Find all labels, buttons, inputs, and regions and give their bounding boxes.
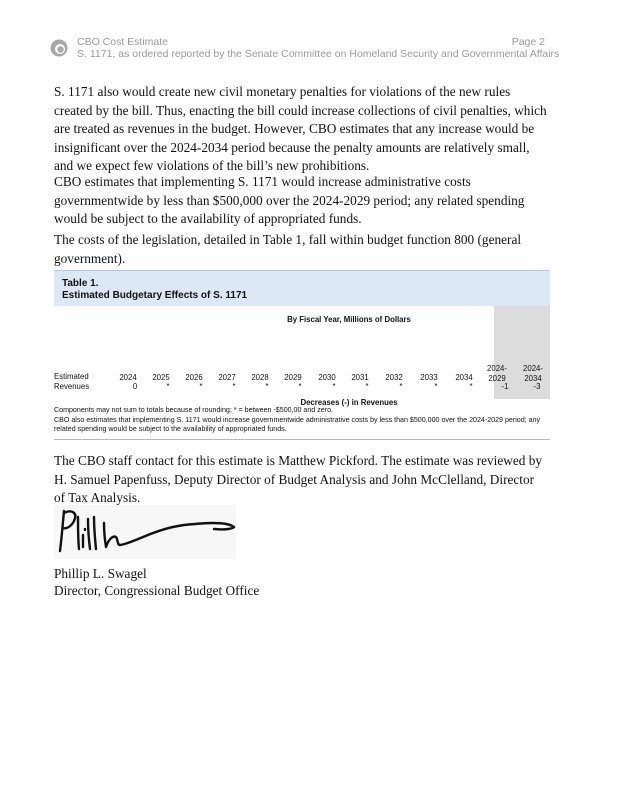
page-number: Page 2: [511, 36, 545, 48]
section-header: Decreases (-) in Revenues: [300, 398, 398, 407]
table-cell: *: [399, 382, 403, 391]
table-cell: *: [365, 382, 369, 391]
signatory-name: Phillip L. Swagel: [54, 566, 147, 581]
paragraph-budget-function: The costs of the legislation, detailed in Table 1, fall within budget function 800 (general government).: [54, 232, 522, 266]
year-header: 2029: [284, 373, 302, 382]
table-cell: *: [166, 382, 170, 391]
table-note: Components may not sum to totals because of rounding; * = between -$500,00 and zero.: [54, 406, 333, 414]
year-header: 2034: [455, 373, 473, 382]
table-cell: *: [265, 382, 269, 391]
year-header: 2025: [152, 373, 170, 382]
paragraph-penalties: S. 1171 also would create new civil monetary penalties for violations of the new rules created by the bill. Thus, enacting the bill could increase collections of civil penalties, which are treated as revenues in the budget. However, CBO estimates that any increase would be insignificant over the 2024-2034 period because the penalty amounts are relatively small, and we expect few violations of the bill’s new prohibitions.: [54, 84, 547, 174]
cbo-logo-icon: [50, 39, 68, 57]
table-cell: *: [434, 382, 438, 391]
header-title: CBO Cost Estimate: [77, 36, 169, 48]
year-header: 2033: [420, 373, 438, 382]
table-cell: 0: [132, 382, 138, 391]
year-header: 2027: [218, 373, 236, 382]
paragraph-admin-costs: CBO estimates that implementing S. 1171 would increase administrative costs governmentwide by less than $500,000 over the 2024-2029 period; any related spending would be subject to the availability of appropriated funds.: [54, 174, 525, 227]
signature-image: [54, 505, 236, 559]
year-header: 2024: [119, 373, 137, 382]
row-label: Estimated Revenues: [54, 372, 90, 391]
page-header: [50, 36, 560, 62]
table-cell: *: [332, 382, 336, 391]
budget-table: [54, 270, 550, 434]
table-header: [54, 270, 550, 306]
year-header: 2028: [251, 373, 269, 382]
header-subtitle: S. 1171, as ordered reported by the Senate Committee on Homeland Security and Governmental Affairs: [77, 48, 560, 60]
table-cell: *: [469, 382, 473, 391]
table-cell: *: [199, 382, 203, 391]
table-note: CBO also estimates that implementing S. 1171 would increase governmentwide administrative costs by less than $500,000 over the 2024-2029 period; any related spending would be subject to the availability of appropriated funds.: [54, 416, 541, 434]
fiscal-year-header: By Fiscal Year, Millions of Dollars: [287, 315, 411, 324]
table-total-cell: -1: [501, 382, 509, 391]
signatory-role: Director, Congressional Budget Office: [54, 583, 260, 598]
table-cell: *: [298, 382, 302, 391]
table-total-cell: -3: [533, 382, 541, 391]
table-notes: [54, 406, 550, 440]
year-header: 2030: [318, 373, 336, 382]
paragraph-staff-contact: The CBO staff contact for this estimate is Matthew Pickford. The estimate was reviewed by H. Samuel Papenfuss, Deputy Director of Budget Analysis and John McClelland, Director of Tax Analysis.: [54, 453, 543, 506]
table-title: Estimated Budgetary Effects of S. 1171: [62, 290, 248, 301]
table-label: Table 1.: [62, 278, 99, 289]
year-header: 2026: [185, 373, 203, 382]
year-header: 2032: [385, 373, 403, 382]
table-cell: *: [232, 382, 236, 391]
total-header: 2024- 2034: [523, 364, 543, 383]
total-header: 2024- 2029: [487, 364, 507, 383]
year-header: 2031: [351, 373, 369, 382]
